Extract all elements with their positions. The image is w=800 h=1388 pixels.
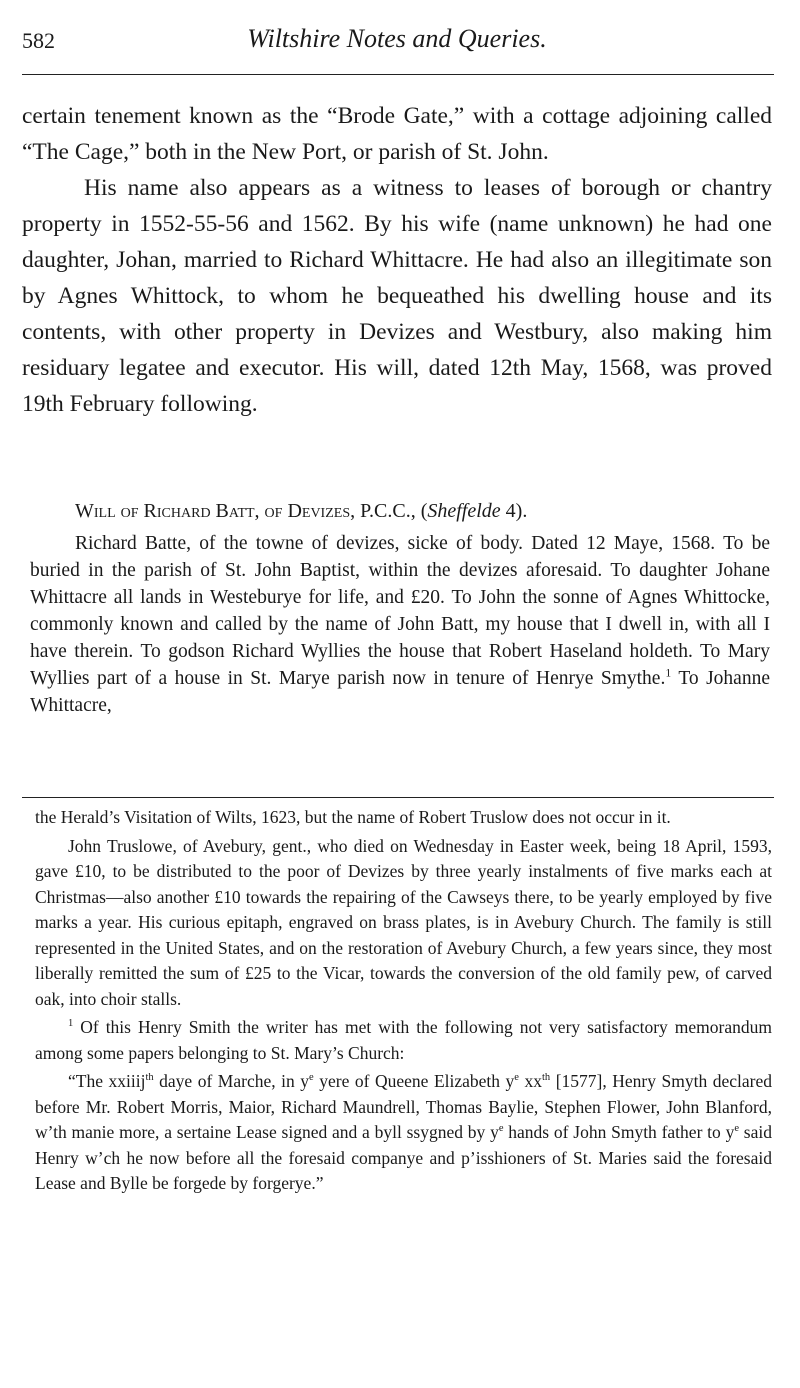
page-number: 582 <box>22 28 55 53</box>
page-header <box>22 22 772 62</box>
note-paragraph: John Truslowe, of Avebury, gent., who died on Wednesday in Easter week, being 18 April, 1593, gave £10, to be distributed to the poor of Devizes by three yearly instalments of five marks each at Christmas—also another £10 towards the repairing of the Cawseys there, to be yearly employed by five marks a year. His curious epitaph, engraved on brass plates, is in Avebury Church. The family is still represented in the United States, and on the restoration of Avebury Church, a few years since, they most liberally remitted the sum of £25 to the Vicar, towards the conversion of the old family pew, of carved oak, into choir stalls. <box>35 835 772 1009</box>
footnote-rule <box>22 797 774 798</box>
superscript: e <box>514 1072 519 1084</box>
footnote-mark: 1 <box>68 1018 74 1030</box>
will-text-end: To Johanne Whittacre, <box>30 668 770 716</box>
running-title: Wiltshire Notes and Queries. <box>247 24 547 53</box>
will-text <box>30 530 770 719</box>
will-text-body: Richard Batte, of the towne of devizes, sicke of body. Dated 12 Maye, 1568. To be buried in the parish of St. John Baptist, within the devizes aforesaid. To daughter Johane Whittacre all lands in Westeburye for life, and £20. To John the sonne of Agnes Whittocke, commonly known and called by the name of John Batt, my house that I dwell in, with all I have therein. To godson Richard Wyllies the house that Robert Haseland holdeth. To Mary Wyllies part of a house in St. Marye parish now in tenure of Henrye Smythe. <box>30 533 770 689</box>
quote-text: xx <box>518 1071 542 1091</box>
quote-text: [1577], Henry Smyth declared before Mr. Robert Morris, Maior, Richard Maundrell, Thomas Baylie, Stephen Flower, John Blanford, w’th manie more, a sertaine Lease signed and a byll ssygned by y <box>35 1071 772 1142</box>
superscript: e <box>309 1072 314 1084</box>
footnote-text: Of this Henry Smith the writer has met with the following not very satisfactory memorandum among some papers belonging to St. Mary’s Church: <box>35 1017 772 1063</box>
footnote-mark: 1 <box>665 666 672 680</box>
quote-text: hands of John Smyth father to y <box>503 1122 735 1142</box>
header-rule <box>22 74 774 75</box>
superscript: th <box>542 1072 551 1084</box>
will-ref: Sheffelde <box>427 500 501 522</box>
quote-text: daye of Marche, in y <box>153 1071 310 1091</box>
main-text <box>22 98 772 422</box>
superscript: e <box>498 1123 504 1135</box>
footnotes <box>35 805 772 1200</box>
will-heading-end: 4). <box>500 500 528 522</box>
footnote-1 <box>35 1015 772 1066</box>
quote-text: said Henry w’ch he now before all the foresaid companye and p’isshioners of St. Maries said the foresaid Lease and Bylle be forgede by forgerye.” <box>35 1122 772 1193</box>
superscript: e <box>734 1123 739 1135</box>
quote-text: “The xxiiij <box>68 1071 146 1091</box>
superscript: th <box>145 1072 154 1084</box>
memorandum-quote <box>35 1069 772 1197</box>
will-heading-text: Will of Richard Batt, of Devizes, P.C.C., ( <box>75 500 428 522</box>
paragraph: His name also appears as a witness to leases of borough or chantry property in 1552-55-56 and 1562. By his wife (name unknown) he had one daughter, Johan, married to Richard Whittacre. He had also an illegitimate son by Agnes Whittock, to whom he bequeathed his dwelling house and its contents, with other property in Devizes and Westbury, also making him residuary legatee and executor. His will, dated 12th May, 1568, was proved 19th February following. <box>22 175 772 417</box>
paragraph: certain tenement known as the “Brode Gate,” with a cottage adjoining called “The Cage,” both in the New Port, or parish of St. John. <box>22 103 772 165</box>
will-heading <box>75 500 775 523</box>
note-paragraph: the Herald’s Visitation of Wilts, 1623, but the name of Robert Truslow does not occur in it. <box>35 807 671 827</box>
quote-text: yere of Queene Elizabeth y <box>313 1071 515 1091</box>
